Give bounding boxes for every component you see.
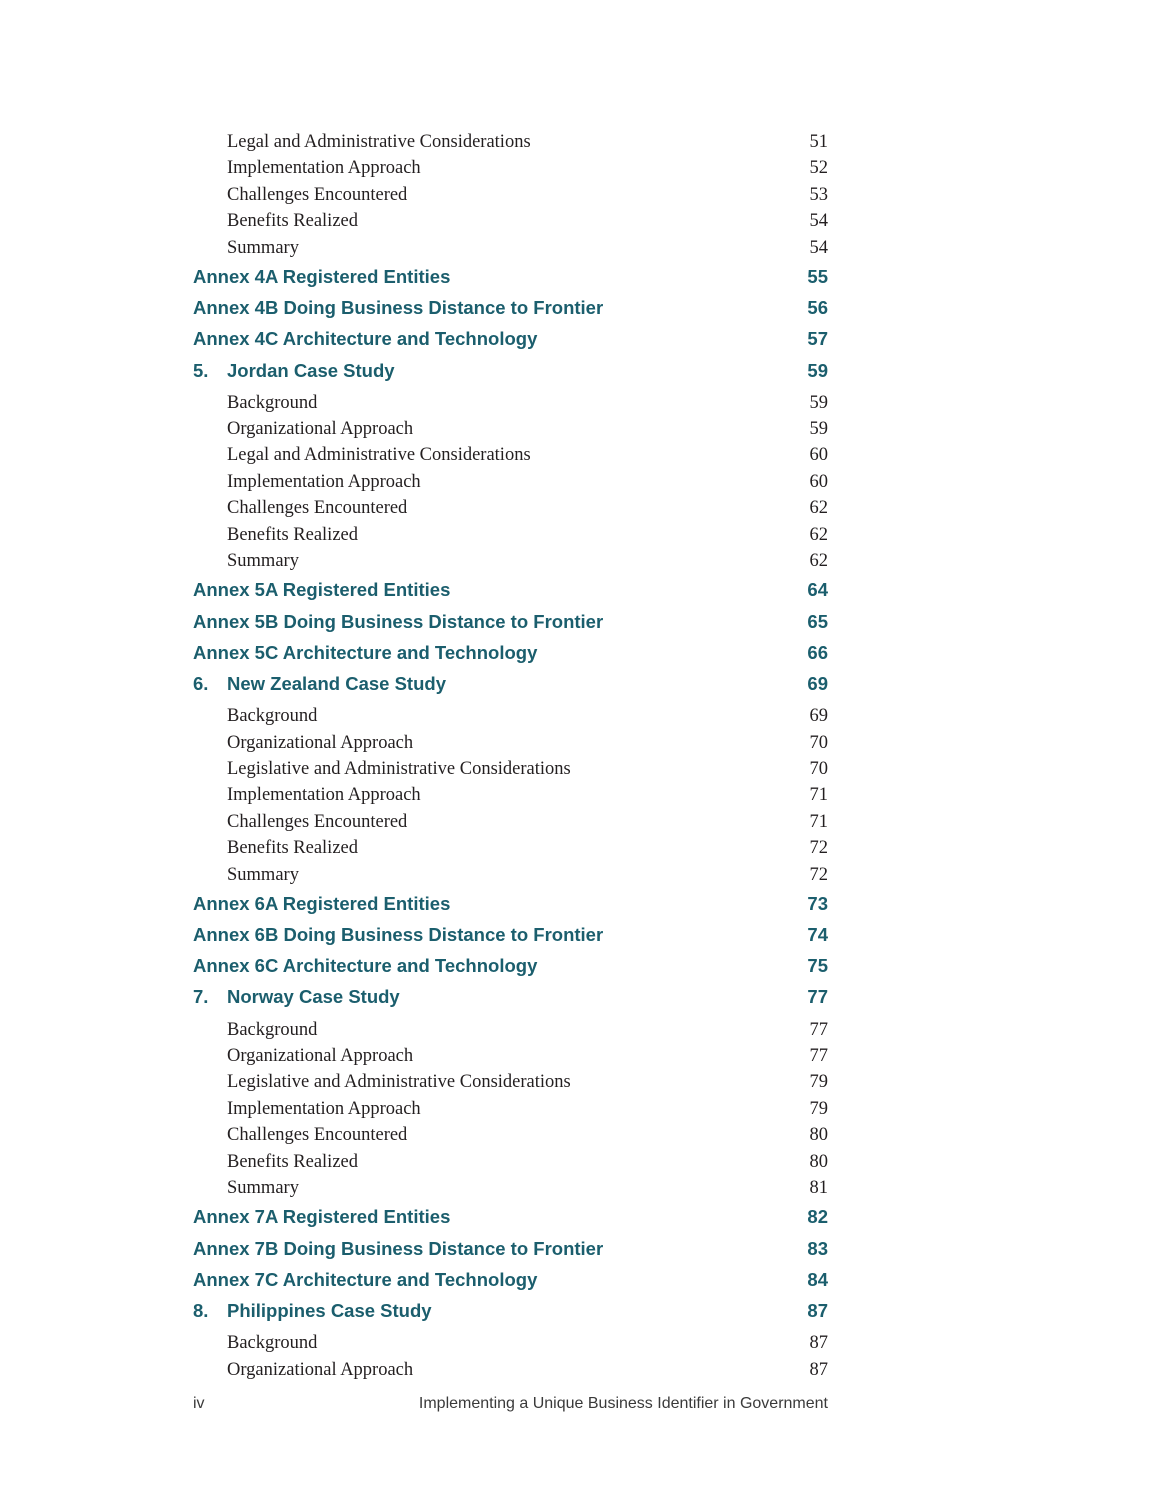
toc-section-entry[interactable] (193, 1175, 828, 1201)
toc-page-number: 77 (807, 986, 828, 1008)
toc-page-number: 65 (807, 610, 828, 632)
toc-entry-label: Legislative and Administrative Considerations (227, 1072, 571, 1093)
toc-page-number: 59 (809, 392, 828, 413)
toc-chapter-entry[interactable] (193, 981, 828, 1012)
toc-page-number: 83 (807, 1237, 828, 1259)
toc-entry-label: Annex 4B Doing Business Distance to Frontier (193, 297, 604, 319)
toc-section-entry[interactable] (193, 416, 828, 442)
toc-page-number: 60 (809, 445, 828, 466)
toc-page-number: 77 (809, 1019, 828, 1040)
toc-entry-title-group (193, 888, 450, 919)
toc-chapter-number: 5. (193, 359, 209, 381)
toc-page-number: 79 (809, 1098, 828, 1119)
toc-section-entry[interactable] (193, 1122, 828, 1148)
toc-entry-label: Organizational Approach (227, 1359, 414, 1380)
toc-page-number: 71 (809, 785, 828, 806)
toc-page-number: 79 (809, 1072, 828, 1093)
toc-page-number: 51 (809, 132, 828, 152)
footer-page-number: iv (193, 1395, 205, 1412)
toc-chapter-number: 6. (193, 673, 209, 694)
toc-entry-title-group (193, 668, 446, 699)
toc-page-number: 62 (809, 551, 828, 572)
toc-entry-label: Organizational Approach (227, 1046, 414, 1067)
toc-page-number: 69 (807, 673, 828, 694)
toc-section-entry[interactable] (193, 862, 828, 888)
toc-entry-label: Jordan Case Study (227, 359, 395, 381)
toc-entry-label: Background (227, 1019, 318, 1040)
toc-entry-title-group (193, 261, 450, 292)
toc-page-number: 57 (807, 328, 828, 350)
toc-annex-entry[interactable] (193, 1201, 828, 1232)
table-of-contents (193, 129, 828, 1383)
toc-entry-label: Annex 6A Registered Entities (193, 892, 451, 914)
toc-entry-label: Background (227, 1333, 318, 1354)
toc-annex-entry[interactable] (193, 606, 828, 637)
toc-entry-label: Annex 5B Doing Business Distance to Frontier (193, 610, 604, 632)
toc-chapter-entry[interactable] (193, 355, 828, 386)
toc-annex-entry[interactable] (193, 1264, 828, 1295)
toc-entry-label: New Zealand Case Study (227, 673, 446, 694)
toc-page-number: 72 (809, 864, 828, 885)
toc-page-number: 66 (807, 641, 828, 663)
toc-section-entry[interactable] (193, 809, 828, 835)
toc-entry-label: Summary (227, 1178, 299, 1199)
toc-chapter-entry[interactable] (193, 1295, 828, 1326)
toc-page-number: 70 (809, 732, 828, 753)
toc-section-entry[interactable] (193, 1069, 828, 1095)
toc-chapter-number: 8. (193, 1299, 209, 1321)
toc-section-entry[interactable] (193, 182, 828, 208)
toc-page-number: 75 (807, 955, 828, 977)
toc-entry-title-group (193, 355, 395, 386)
toc-section-entry[interactable] (193, 1330, 828, 1356)
toc-entry-label: Norway Case Study (227, 986, 400, 1008)
toc-entry-label: Annex 4A Registered Entities (193, 265, 451, 287)
toc-annex-entry[interactable] (193, 888, 828, 919)
toc-entry-title-group (193, 574, 450, 605)
toc-entry-label: Annex 5A Registered Entities (193, 579, 451, 601)
toc-entry-title-group (193, 1233, 603, 1264)
toc-entry-label: Implementation Approach (227, 158, 421, 179)
toc-entry-title-group (193, 981, 400, 1012)
toc-entry-label: Organizational Approach (227, 732, 414, 753)
toc-entry-title-group (193, 637, 537, 668)
toc-entry-label: Legal and Administrative Considerations (227, 445, 531, 466)
toc-entry-label: Challenges Encountered (227, 184, 408, 205)
toc-entry-title-group (193, 1264, 537, 1295)
toc-section-entry[interactable] (193, 1149, 828, 1175)
toc-entry-label: Benefits Realized (227, 211, 358, 232)
toc-page-number: 56 (807, 297, 828, 319)
toc-section-entry[interactable] (193, 1043, 828, 1069)
toc-entry-label: Benefits Realized (227, 1151, 358, 1172)
toc-annex-entry[interactable] (193, 919, 828, 950)
toc-entry-label: Implementation Approach (227, 785, 421, 806)
toc-entry-label: Legislative and Administrative Considerations (227, 758, 571, 779)
toc-entry-label: Challenges Encountered (227, 1125, 408, 1146)
toc-entry-label: Implementation Approach (227, 1098, 421, 1119)
toc-page-number: 60 (809, 471, 828, 492)
page-footer (193, 1395, 828, 1413)
toc-annex-entry[interactable] (193, 292, 828, 323)
toc-entry-title-group (193, 919, 603, 950)
toc-section-entry[interactable] (193, 1096, 828, 1122)
toc-page-number: 72 (809, 838, 828, 859)
toc-page-number: 62 (809, 524, 828, 545)
toc-page-number: 71 (809, 811, 828, 832)
toc-entry-label: Summary (227, 864, 299, 885)
toc-entry-label: Philippines Case Study (227, 1299, 432, 1321)
toc-page-number: 81 (809, 1178, 828, 1199)
toc-page-number: 55 (807, 265, 828, 287)
toc-page-number: 54 (809, 237, 828, 258)
toc-page-number: 59 (809, 419, 828, 440)
toc-page-number: 74 (807, 924, 828, 946)
toc-entry-title-group (193, 606, 603, 637)
toc-entry-label: Summary (227, 551, 299, 572)
toc-entry-title-group (193, 1295, 432, 1326)
toc-section-entry[interactable] (193, 208, 828, 234)
toc-page-number: 87 (807, 1299, 828, 1321)
toc-entry-label: Annex 6C Architecture and Technology (193, 955, 538, 977)
toc-entry-label: Background (227, 392, 318, 413)
toc-section-entry[interactable] (193, 1357, 828, 1383)
toc-section-entry[interactable] (193, 235, 828, 261)
toc-chapter-number: 7. (193, 986, 209, 1008)
toc-page-number: 52 (809, 158, 828, 179)
toc-entry-title-group (193, 323, 537, 354)
toc-entry-label: Annex 7B Doing Business Distance to Frontier (193, 1237, 604, 1259)
toc-section-entry[interactable] (193, 703, 828, 729)
toc-section-entry[interactable] (193, 1017, 828, 1043)
toc-section-entry[interactable] (193, 469, 828, 495)
toc-section-entry[interactable] (193, 155, 828, 181)
toc-entry-label: Organizational Approach (227, 419, 414, 440)
toc-entry-label: Benefits Realized (227, 838, 358, 859)
toc-entry-label: Implementation Approach (227, 471, 421, 492)
toc-page-number: 87 (809, 1333, 828, 1354)
toc-entry-label: Challenges Encountered (227, 811, 408, 832)
toc-annex-entry[interactable] (193, 323, 828, 354)
toc-section-entry[interactable] (193, 835, 828, 861)
toc-page-number: 70 (809, 758, 828, 779)
toc-section-entry[interactable] (193, 548, 828, 574)
toc-page-number: 59 (807, 359, 828, 381)
toc-page-number: 64 (807, 579, 828, 601)
toc-section-entry[interactable] (193, 782, 828, 808)
toc-page-number: 69 (809, 706, 828, 727)
toc-section-entry[interactable] (193, 522, 828, 548)
toc-section-entry[interactable] (193, 730, 828, 756)
toc-section-entry[interactable] (193, 129, 828, 155)
toc-page-number: 77 (809, 1046, 828, 1067)
toc-entry-label: Challenges Encountered (227, 498, 408, 519)
toc-page-number: 82 (807, 1206, 828, 1228)
toc-entry-label: Annex 7C Architecture and Technology (193, 1268, 538, 1290)
toc-page-number: 73 (807, 892, 828, 914)
toc-entry-label: Annex 4C Architecture and Technology (193, 328, 538, 350)
toc-entry-title-group (193, 950, 537, 981)
toc-section-entry[interactable] (193, 756, 828, 782)
toc-annex-entry[interactable] (193, 574, 828, 605)
toc-section-entry[interactable] (193, 390, 828, 416)
toc-annex-entry[interactable] (193, 1233, 828, 1264)
toc-section-entry[interactable] (193, 495, 828, 521)
toc-entry-label: Benefits Realized (227, 524, 358, 545)
toc-page-number: 80 (809, 1125, 828, 1146)
toc-annex-entry[interactable] (193, 950, 828, 981)
toc-page-number: 84 (807, 1268, 828, 1290)
toc-entry-label: Background (227, 706, 318, 727)
toc-annex-entry[interactable] (193, 261, 828, 292)
toc-entry-label: Annex 7A Registered Entities (193, 1206, 451, 1228)
toc-entry-title-group (193, 292, 603, 323)
toc-chapter-entry[interactable] (193, 668, 828, 699)
toc-page-number: 62 (809, 498, 828, 519)
toc-page-number: 80 (809, 1151, 828, 1172)
toc-section-entry[interactable] (193, 442, 828, 468)
toc-entry-label: Summary (227, 237, 299, 258)
toc-annex-entry[interactable] (193, 637, 828, 668)
footer-document-title: Implementing a Unique Business Identifier in Government (418, 1395, 828, 1412)
toc-entry-label: Legal and Administrative Considerations (227, 132, 531, 152)
toc-page-number: 54 (809, 211, 828, 232)
toc-page-number: 53 (809, 184, 828, 205)
toc-entry-label: Annex 5C Architecture and Technology (193, 641, 538, 663)
toc-entry-label: Annex 6B Doing Business Distance to Frontier (193, 924, 604, 946)
toc-page-number: 87 (809, 1359, 828, 1380)
toc-entry-title-group (193, 1201, 450, 1232)
